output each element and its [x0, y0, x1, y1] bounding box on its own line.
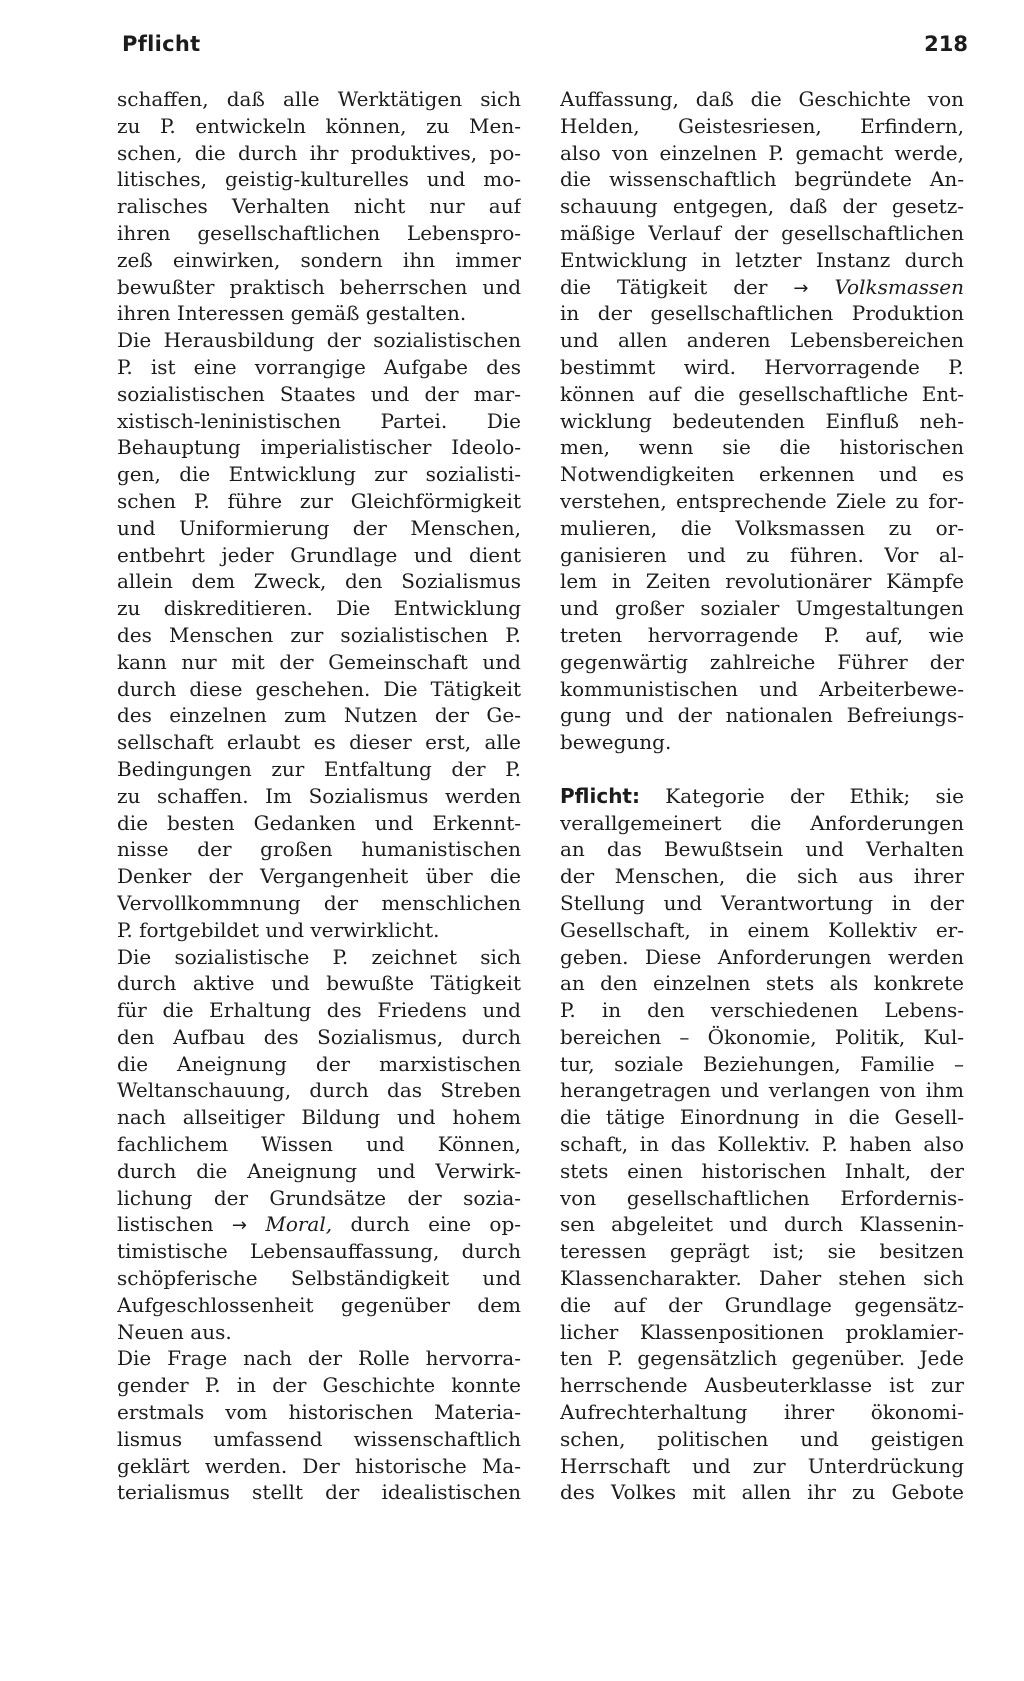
text-line: herrschende Ausbeuterklasse ist zur [560, 1373, 964, 1398]
text-line: den Aufbau des Sozialismus, durch [117, 1024, 521, 1049]
text-line: verstehen, entsprechende Ziele zu for- [560, 488, 964, 513]
text-line: des Menschen zur sozialistischen P. [117, 622, 521, 647]
text-line: ten P. gegensätzlich gegenüber. Jede [560, 1346, 964, 1371]
arrow-icon: → [793, 277, 809, 299]
text-line: sozialistischen Staates und der mar- [117, 381, 521, 406]
text-line: lichung der Grundsätze der sozia- [117, 1185, 521, 1210]
page-header [122, 32, 968, 68]
text-line: P. ist eine vorrangige Aufgabe des [117, 354, 521, 379]
text-line: litisches, geistig-kulturelles und mo- [117, 167, 521, 192]
text-line: Helden, Geistesriesen, Erfindern, [560, 113, 964, 138]
text-line: Entwicklung in letzter Instanz durch [560, 247, 964, 272]
text-line: Die sozialistische P. zeichnet sich [117, 944, 521, 969]
text-line: bewußter praktisch beherrschen und [117, 274, 521, 299]
text-line: verallgemeinert die Anforderungen [560, 810, 964, 835]
text-line: ihren gesellschaftlichen Lebenspro- [117, 220, 521, 245]
text-fragment: die Tätigkeit der [560, 274, 768, 299]
text-line: Aufrechterhaltung ihrer ökonomi- [560, 1400, 964, 1425]
text-line: zeß einwirken, sondern ihn immer [117, 247, 521, 272]
text-line: schen, politischen und geistigen [560, 1426, 964, 1451]
text-line: des einzelnen zum Nutzen der Ge- [117, 703, 521, 728]
text-line: sen abgeleitet und durch Klassenin- [560, 1212, 964, 1237]
text-line: mäßige Verlauf der gesellschaftlichen [560, 220, 964, 245]
text-line: nach allseitiger Bildung und hohem [117, 1105, 521, 1130]
text-line: tur, soziale Beziehungen, Familie – [560, 1051, 964, 1076]
text-line: Klassencharakter. Daher stehen sich [560, 1266, 964, 1291]
left-column [117, 86, 521, 1506]
text-line: lem in Zeiten revolutionärer Kämpfe [560, 569, 964, 594]
text-line: P. in den verschiedenen Lebens- [560, 998, 964, 1023]
text-line: durch diese geschehen. Die Tätigkeit [117, 676, 521, 701]
text-line: durch die Aneignung und Verwirk- [117, 1158, 521, 1183]
running-head: Pflicht [122, 32, 201, 56]
text-line: ralisches Verhalten nicht nur auf [117, 194, 521, 219]
text-line: lismus umfassend wissenschaftlich [117, 1426, 521, 1451]
text-line: terialismus stellt der idealistischen [117, 1480, 521, 1505]
text-line: gender P. in der Geschichte konnte [117, 1373, 521, 1398]
text-line: geben. Diese Anforderungen werden [560, 944, 964, 969]
text-line: fachlichem Wissen und Können, [117, 1132, 521, 1157]
text-line: gung und der nationalen Befreiungs- [560, 703, 964, 728]
text-line: geklärt werden. Der historische Ma- [117, 1453, 521, 1478]
page-number: 218 [924, 32, 968, 56]
crossref-volksmassen: Volksmassen [834, 274, 964, 299]
text-line: kommunistischen und Arbeiterbewe- [560, 676, 964, 701]
text-line: xistisch-leninistischen Partei. Die [117, 408, 521, 433]
text-line: mulieren, die Volksmassen zu or- [560, 515, 964, 540]
arrow-icon: → [231, 1215, 247, 1237]
entry-separator [560, 756, 964, 783]
text-line: zu P. entwickeln können, zu Men- [117, 113, 521, 138]
text-line: nisse der großen humanistischen [117, 837, 521, 862]
text-line: durch aktive und bewußte Tätigkeit [117, 971, 521, 996]
text-line: Auffassung, daß die Geschichte von [560, 87, 964, 111]
text-line: Die Herausbildung der sozialistischen [117, 328, 521, 353]
text-line: des Volkes mit allen ihr zu Gebote [560, 1480, 964, 1505]
text-line: die auf der Grundlage gegensätz- [560, 1292, 964, 1317]
text-line: Bedingungen zur Entfaltung der P. [117, 756, 521, 781]
text-line: schaffen, daß alle Werktätigen sich [117, 87, 521, 111]
text-line: herangetragen und verlangen von ihm [560, 1078, 964, 1103]
text-line: men, wenn sie die historischen [560, 435, 964, 460]
text-line: die Aneignung der marxistischen [117, 1051, 521, 1076]
text-line: von gesellschaftlichen Erfordernis- [560, 1185, 964, 1210]
text-line: Neuen aus. [117, 1319, 232, 1344]
text-line: allein dem Zweck, den Sozialismus [117, 569, 521, 594]
text-line: der Menschen, die sich aus ihrer [560, 864, 964, 889]
text-line: bestimmt wird. Hervorragende P. [560, 354, 964, 379]
text-line: kann nur mit der Gemeinschaft und [117, 649, 521, 674]
text-line: ihren Interessen gemäß gestalten. [117, 301, 467, 326]
text-line: teressen geprägt ist; sie besitzen [560, 1239, 964, 1264]
entry-head-line [560, 783, 964, 810]
text-line: schauung entgegen, daß der gesetz- [560, 194, 964, 219]
text-line: schaft, in das Kollektiv. P. haben also [560, 1132, 964, 1157]
text-line: Aufgeschlossenheit gegenüber dem [117, 1292, 521, 1317]
text-line: schen, die durch ihr produktives, po- [117, 140, 521, 165]
text-fragment: listischen [117, 1212, 214, 1237]
text-line: erstmals vom historischen Materia- [117, 1400, 521, 1425]
text-line: in der gesellschaftlichen Produktion [560, 301, 964, 326]
text-line: ganisieren und zu führen. Vor al- [560, 542, 964, 567]
text-line: gegenwärtig zahlreiche Führer der [560, 649, 964, 674]
text-line: Behauptung imperialistischer Ideolo- [117, 435, 521, 460]
text-line: entbehrt jeder Grundlage und dient [117, 542, 521, 567]
text-line: an das Bewußtsein und Verhalten [560, 837, 964, 862]
text-line: also von einzelnen P. gemacht werde, [560, 140, 964, 165]
text-line: zu schaffen. Im Sozialismus werden [117, 783, 521, 808]
text-line: Weltanschauung, durch das Streben [117, 1078, 521, 1103]
text-line: schen P. führe zur Gleichförmigkeit [117, 488, 521, 513]
text-line: und allen anderen Lebensbereichen [560, 328, 964, 353]
text-line: schöpferische Selbständigkeit und [117, 1266, 521, 1291]
text-line-with-crossref [560, 274, 964, 301]
text-line: bewegung. [560, 730, 672, 755]
text-line: Die Frage nach der Rolle hervorra- [117, 1346, 521, 1371]
text-line: stets einen historischen Inhalt, der [560, 1158, 964, 1183]
text-line: Vervollkommnung der menschlichen [117, 890, 521, 915]
text-line: gen, die Entwicklung zur sozialisti- [117, 462, 521, 487]
text-line: Stellung und Verantwortung in der [560, 890, 964, 915]
text-fragment: Kategorie der Ethik; sie [665, 783, 964, 808]
text-line: für die Erhaltung des Friedens und [117, 998, 521, 1023]
text-fragment: durch eine op- [350, 1212, 521, 1237]
right-column [560, 86, 964, 1506]
text-line: die besten Gedanken und Erkennt- [117, 810, 521, 835]
text-line: an den einzelnen stets als konkrete [560, 971, 964, 996]
text-line: die wissenschaftlich begründete An- [560, 167, 964, 192]
text-line: Gesellschaft, in einem Kollektiv er- [560, 917, 964, 942]
text-line: und Uniformierung der Menschen, [117, 515, 521, 540]
text-line: timistische Lebensauffassung, durch [117, 1239, 521, 1264]
text-line: können auf die gesellschaftliche Ent- [560, 381, 964, 406]
text-line: zu diskreditieren. Die Entwicklung [117, 596, 521, 621]
crossref-moral: Moral, [265, 1212, 333, 1237]
text-line: Denker der Vergangenheit über die [117, 864, 521, 889]
text-line: sellschaft erlaubt es dieser erst, alle [117, 730, 521, 755]
text-line: Notwendigkeiten erkennen und es [560, 462, 964, 487]
text-line-with-crossref [117, 1211, 521, 1238]
text-line: treten hervorragende P. auf, wie [560, 622, 964, 647]
text-line: und großer sozialer Umgestaltungen [560, 596, 964, 621]
text-line: wicklung bedeutenden Einfluß neh- [560, 408, 964, 433]
text-line: Herrschaft und zur Unterdrückung [560, 1453, 964, 1478]
text-line: die tätige Einordnung in die Gesell- [560, 1105, 964, 1130]
text-line: licher Klassenpositionen proklamier- [560, 1319, 964, 1344]
text-line: bereichen – Ökonomie, Politik, Kul- [560, 1024, 964, 1049]
text-line: P. fortgebildet und verwirklicht. [117, 917, 440, 942]
entry-lemma: Pflicht: [560, 783, 640, 808]
